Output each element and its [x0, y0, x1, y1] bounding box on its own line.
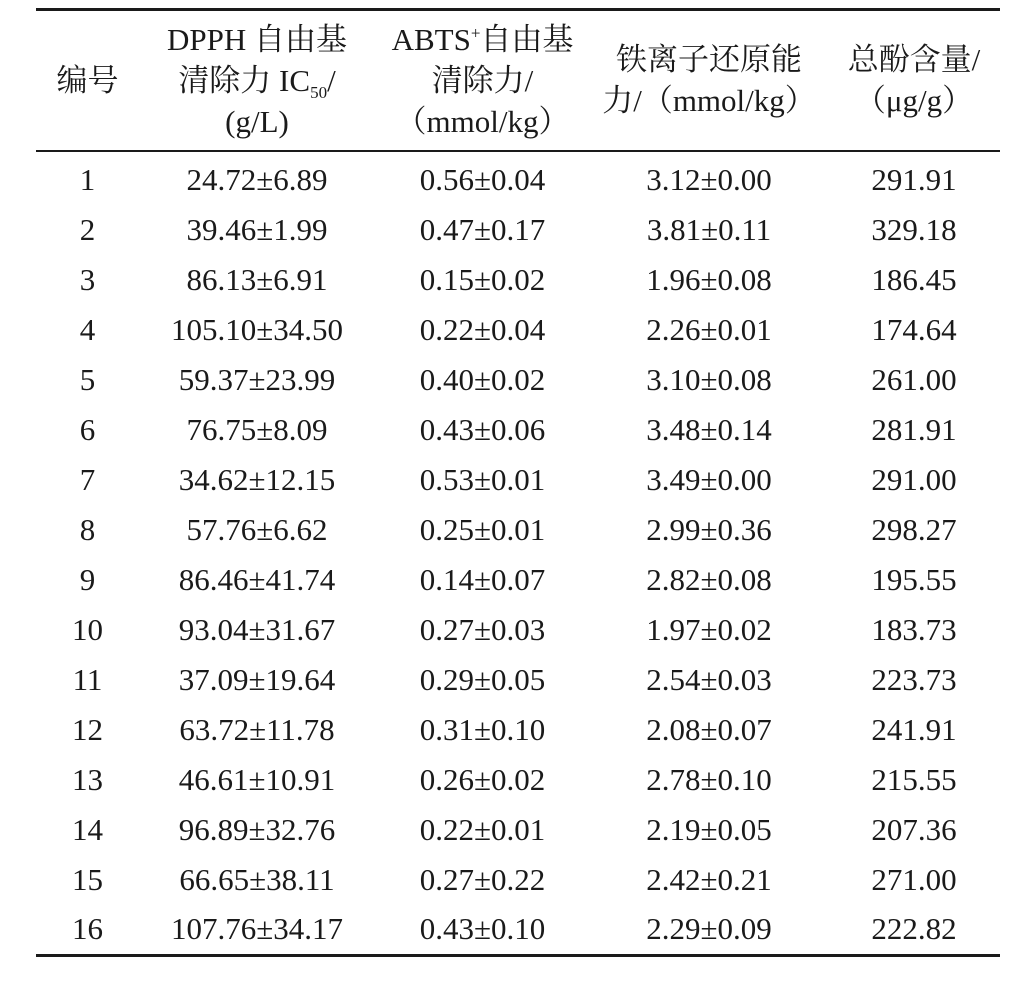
frap-value-cell: 3.81±0.11	[646, 211, 772, 247]
frap-value-cell: 2.78±0.10	[646, 761, 772, 797]
table-row	[36, 905, 1000, 956]
phenol-value-cell: 281.91	[871, 411, 957, 447]
table-row	[36, 555, 1000, 605]
abts-value-cell: 0.27±0.22	[419, 861, 546, 897]
abts-value-cell: 0.22±0.04	[419, 311, 546, 347]
sample-id-cell: 10	[72, 611, 103, 647]
sample-id-cell: 2	[79, 211, 96, 247]
sample-id-cell: 1	[79, 161, 96, 197]
frap-value-cell: 3.10±0.08	[646, 361, 772, 397]
frap-value-cell: 2.26±0.01	[646, 311, 772, 347]
phenol-value-cell: 186.45	[871, 261, 957, 297]
sample-id-cell: 4	[79, 311, 96, 347]
frap-value-cell: 3.48±0.14	[646, 411, 772, 447]
abts-value-cell: 0.25±0.01	[419, 511, 546, 547]
frap-value-cell: 2.82±0.08	[646, 561, 772, 597]
sample-id-cell: 3	[79, 261, 96, 297]
dpph-value-cell: 59.37±23.99	[178, 361, 336, 397]
dpph-value-cell: 24.72±6.89	[186, 161, 328, 197]
header-frap-line1: 铁离子还原能	[616, 42, 802, 78]
frap-value-cell: 2.42±0.21	[646, 861, 772, 897]
phenol-value-cell: 271.00	[871, 861, 957, 897]
phenol-value-cell: 291.91	[871, 161, 957, 197]
table-row	[36, 405, 1000, 455]
table-row	[36, 255, 1000, 305]
dpph-value-cell: 107.76±34.17	[139, 905, 375, 956]
frap-value-cell: 1.96±0.08	[646, 261, 772, 297]
dpph-value-cell: 76.75±8.09	[186, 411, 328, 447]
phenol-value-cell: 261.00	[871, 361, 957, 397]
header-frap-line2: 力/（mmol/kg）	[602, 83, 816, 119]
header-id: 编号	[36, 10, 139, 151]
sample-id-cell: 15	[72, 861, 103, 897]
abts-value-cell: 0.27±0.03	[419, 611, 546, 647]
frap-value-cell: 2.08±0.07	[646, 711, 772, 747]
sample-id-cell: 11	[72, 661, 103, 697]
dpph-value-cell: 105.10±34.50	[170, 311, 343, 347]
table-row	[36, 305, 1000, 355]
phenol-value-cell: 223.73	[871, 661, 957, 697]
header-dpph-line3: (g/L)	[225, 103, 289, 139]
abts-value-cell: 0.47±0.17	[419, 211, 546, 247]
abts-value-cell: 0.40±0.02	[419, 361, 546, 397]
dpph-value-cell: 46.61±10.91	[178, 761, 336, 797]
dpph-value-cell: 66.65±38.11	[179, 861, 335, 897]
table-row	[36, 455, 1000, 505]
phenol-value-cell: 241.91	[871, 711, 957, 747]
sample-id-cell: 13	[72, 761, 103, 797]
phenol-value-cell: 329.18	[871, 211, 957, 247]
data-table-container	[36, 8, 1000, 957]
table-row	[36, 355, 1000, 405]
table-row	[36, 505, 1000, 555]
frap-value-cell: 2.19±0.05	[646, 811, 772, 847]
table-row	[36, 151, 1000, 205]
frap-value-cell: 1.97±0.02	[646, 611, 772, 647]
header-phenol-line1: 总酚含量/	[847, 42, 981, 78]
dpph-value-cell: 96.89±32.76	[178, 811, 336, 847]
header-dpph-line1: DPPH 自由基	[166, 21, 347, 57]
frap-value-cell: 3.49±0.00	[646, 461, 772, 497]
table-header	[36, 10, 1000, 151]
frap-value-cell: 2.54±0.03	[646, 661, 772, 697]
sample-id-cell: 6	[79, 411, 96, 447]
phenol-value-cell: 195.55	[871, 561, 957, 597]
abts-value-cell: 0.15±0.02	[419, 261, 546, 297]
header-abts-line2: 清除力/	[431, 62, 534, 98]
phenol-value-cell: 215.55	[871, 761, 957, 797]
dpph-value-cell: 86.46±41.74	[178, 561, 336, 597]
table-row	[36, 705, 1000, 755]
sample-id-cell: 14	[72, 811, 103, 847]
dpph-value-cell: 93.04±31.67	[178, 611, 336, 647]
sample-id-cell: 8	[79, 511, 96, 547]
table-body	[36, 151, 1000, 956]
frap-value-cell: 2.99±0.36	[646, 511, 772, 547]
sample-id-cell: 16	[36, 905, 139, 956]
dpph-value-cell: 86.13±6.91	[186, 261, 328, 297]
dpph-value-cell: 39.46±1.99	[186, 211, 328, 247]
abts-value-cell: 0.14±0.07	[419, 561, 546, 597]
abts-value-cell: 0.29±0.05	[419, 661, 546, 697]
abts-value-cell: 0.56±0.04	[419, 161, 546, 197]
table-row	[36, 805, 1000, 855]
sample-id-cell: 5	[79, 361, 96, 397]
header-dpph	[139, 10, 375, 151]
frap-value-cell: 3.12±0.00	[646, 161, 772, 197]
header-phenol	[828, 10, 1000, 151]
phenol-value-cell: 222.82	[828, 905, 1000, 956]
sample-id-cell: 12	[72, 711, 103, 747]
table-row	[36, 655, 1000, 705]
header-phenol-line2: （μg/g）	[854, 83, 974, 119]
dpph-value-cell: 63.72±11.78	[179, 711, 335, 747]
frap-value-cell: 2.29±0.09	[590, 905, 828, 956]
phenol-value-cell: 298.27	[871, 511, 957, 547]
header-frap	[590, 10, 828, 151]
header-abts	[375, 10, 590, 151]
header-abts-line1: ABTS+自由基	[391, 21, 574, 57]
phenol-value-cell: 183.73	[871, 611, 957, 647]
dpph-value-cell: 37.09±19.64	[178, 661, 336, 697]
antioxidant-data-table	[36, 8, 1000, 957]
table-row	[36, 205, 1000, 255]
header-abts-line3: （mmol/kg）	[395, 103, 570, 139]
sample-id-cell: 9	[79, 561, 96, 597]
dpph-value-cell: 34.62±12.15	[178, 461, 336, 497]
phenol-value-cell: 291.00	[871, 461, 957, 497]
abts-value-cell: 0.26±0.02	[419, 761, 546, 797]
table-row	[36, 605, 1000, 655]
abts-value-cell: 0.53±0.01	[419, 461, 546, 497]
abts-value-cell: 0.31±0.10	[419, 711, 546, 747]
dpph-value-cell: 57.76±6.62	[186, 511, 328, 547]
table-row	[36, 855, 1000, 905]
abts-value-cell: 0.43±0.10	[375, 905, 590, 956]
abts-value-cell: 0.22±0.01	[419, 811, 546, 847]
header-dpph-line2: 清除力 $IC_{50}/$	[178, 62, 336, 102]
sample-id-cell: 7	[79, 461, 96, 497]
table-row	[36, 755, 1000, 805]
header-row	[36, 10, 1000, 151]
phenol-value-cell: 174.64	[871, 311, 957, 347]
phenol-value-cell: 207.36	[871, 811, 957, 847]
abts-value-cell: 0.43±0.06	[419, 411, 546, 447]
